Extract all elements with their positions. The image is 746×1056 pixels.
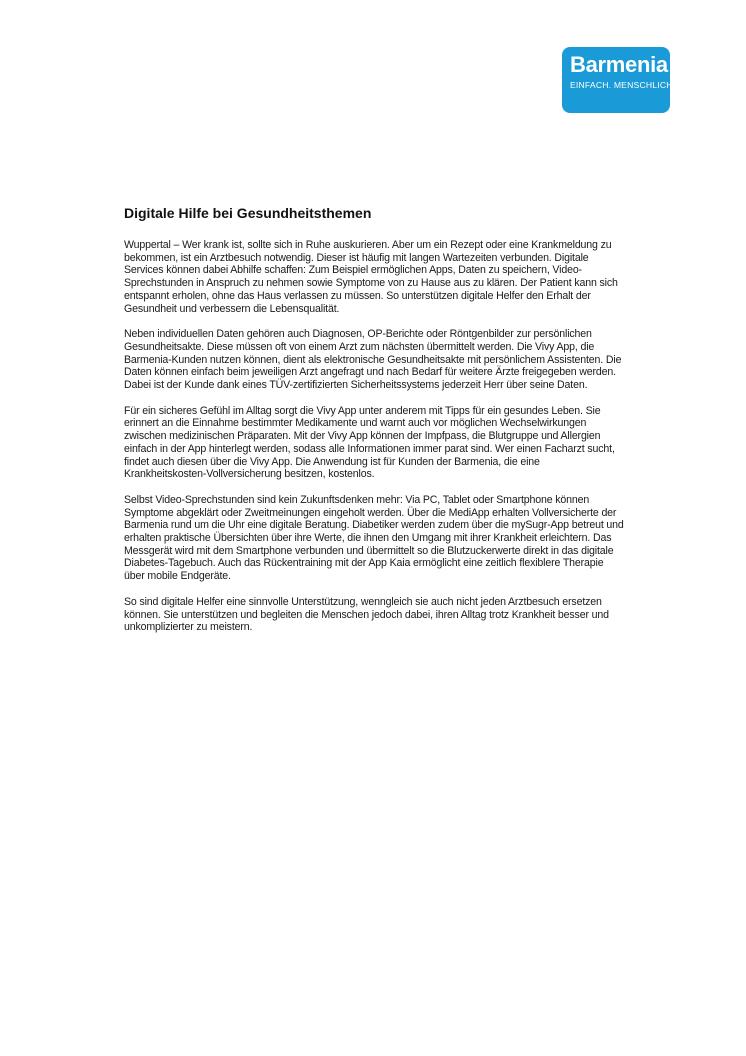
text-line: So sind digitale Helfer eine sinnvolle Unterstützung, wenngleich sie auch nicht jeden Arztbesuch ersetzen (124, 595, 602, 608)
text-line: entspannt erholen, ohne das Haus verlassen zu müssen. So unterstützen digitale Helfer den Erhalt der (124, 289, 591, 302)
text-line: erhalten praktische Übersichten über ihre Werte, die ihnen den Umgang mit ihrer Krankheit erleichtern. Das (124, 532, 612, 545)
paragraph-4 (124, 494, 664, 583)
text-line: erinnert an die Einnahme bestimmter Medikamente und warnt auch vor möglichen Wechselwirkungen (124, 417, 587, 430)
text-line: Messgerät wird mit dem Smartphone verbunden und übermittelt so die Blutzuckerwerte direkt in das digitale (124, 544, 614, 557)
text-line: Selbst Video-Sprechstunden sind kein Zukunftsdenken mehr: Via PC, Tablet oder Smartphone können (124, 493, 590, 506)
article-title: Digitale Hilfe bei Gesundheitsthemen (124, 205, 372, 221)
paragraph-2 (124, 328, 664, 392)
text-line: Sprechstunden in Anspruch zu nehmen sowie Symptome von zu Hause aus zu klären. Der Patient kann sich (124, 277, 618, 290)
article (124, 205, 664, 647)
text-line: Neben individuellen Daten gehören auch Diagnosen, OP-Berichte oder Röntgenbilder zur persönlichen (124, 328, 592, 341)
text-line: Krankheitskosten-Vollversicherung besitzen, kostenlos. (124, 468, 375, 481)
text-line: Barmenia-Kunden nutzen können, dient als elektronische Gesundheitsakte mit persönlichem Assistenten. Die (124, 353, 622, 366)
paragraph-3 (124, 405, 664, 481)
text-line: Gesundheit und verbessern die Lebensqualität. (124, 302, 340, 315)
text-line: findet auch diesen über die Vivy App. Die Anwendung ist für Kunden der Barmenia, die eine (124, 455, 540, 468)
text-line: Barmenia rund um die Uhr eine digitale Beratung. Diabetiker werden zudem über die mySugr-App betreut und (124, 519, 624, 532)
text-line: Für ein sicheres Gefühl im Alltag sorgt die Vivy App unter anderem mit Tipps für ein gesundes Leben. Sie (124, 404, 601, 417)
text-line: einfach in der App hinterlegt werden, sodass alle Informationen immer parat sind. Wer einen Facharzt sucht, (124, 442, 615, 455)
text-line: über mobile Endgeräte. (124, 570, 231, 583)
text-line: Diabetes-Tagebuch. Auch das Rückentraining mit der App Kaia ermöglicht eine zeitlich flexiblere Therapie (124, 557, 604, 570)
text-line: Gesundheitsakte. Diese müssen oft von einem Arzt zum nächsten übermittelt werden. Die Vivy App, die (124, 340, 595, 353)
paragraph-5 (124, 596, 664, 634)
text-line: Services können dabei Abhilfe schaffen: Zum Beispiel ermöglichen Apps, Daten zu speichern, Video- (124, 264, 582, 277)
barmenia-logo (562, 47, 676, 113)
text-line: Daten können einfach beim jeweiligen Arzt angefragt und nach Bedarf für weitere Ärzte freigegeben werden. (124, 366, 616, 379)
text-line: unkomplizierter zu meistern. (124, 621, 253, 634)
paragraph-1 (124, 239, 664, 315)
text-line: Dabei ist der Kunde dank eines TÜV-zertifizierten Sicherheitssystems jederzeit Herr über seine Daten. (124, 379, 588, 392)
logo-tagline: EINFACH. MENSCHLICH. (570, 80, 676, 90)
text-line: Symptome abgeklärt oder Zweitmeinungen eingeholt werden. Über die MediApp erhalten Vollversicherte der (124, 506, 617, 519)
text-line: können. Sie unterstützen und begleiten die Menschen jedoch dabei, ihren Alltag trotz Krankheit besser und (124, 608, 609, 621)
text-line: zwischen medizinischen Präparaten. Mit der Vivy App können der Impfpass, die Blutgruppe und Allergien (124, 430, 601, 443)
text-line: Wuppertal – Wer krank ist, sollte sich in Ruhe auskurieren. Aber um ein Rezept oder eine Krankmeldung zu (124, 239, 612, 251)
text-line: bekommen, ist ein Arztbesuch notwendig. Dieser ist häufig mit langen Wartezeiten verbunden. Digitale (124, 251, 589, 264)
logo-name: Barmenia (570, 52, 668, 77)
